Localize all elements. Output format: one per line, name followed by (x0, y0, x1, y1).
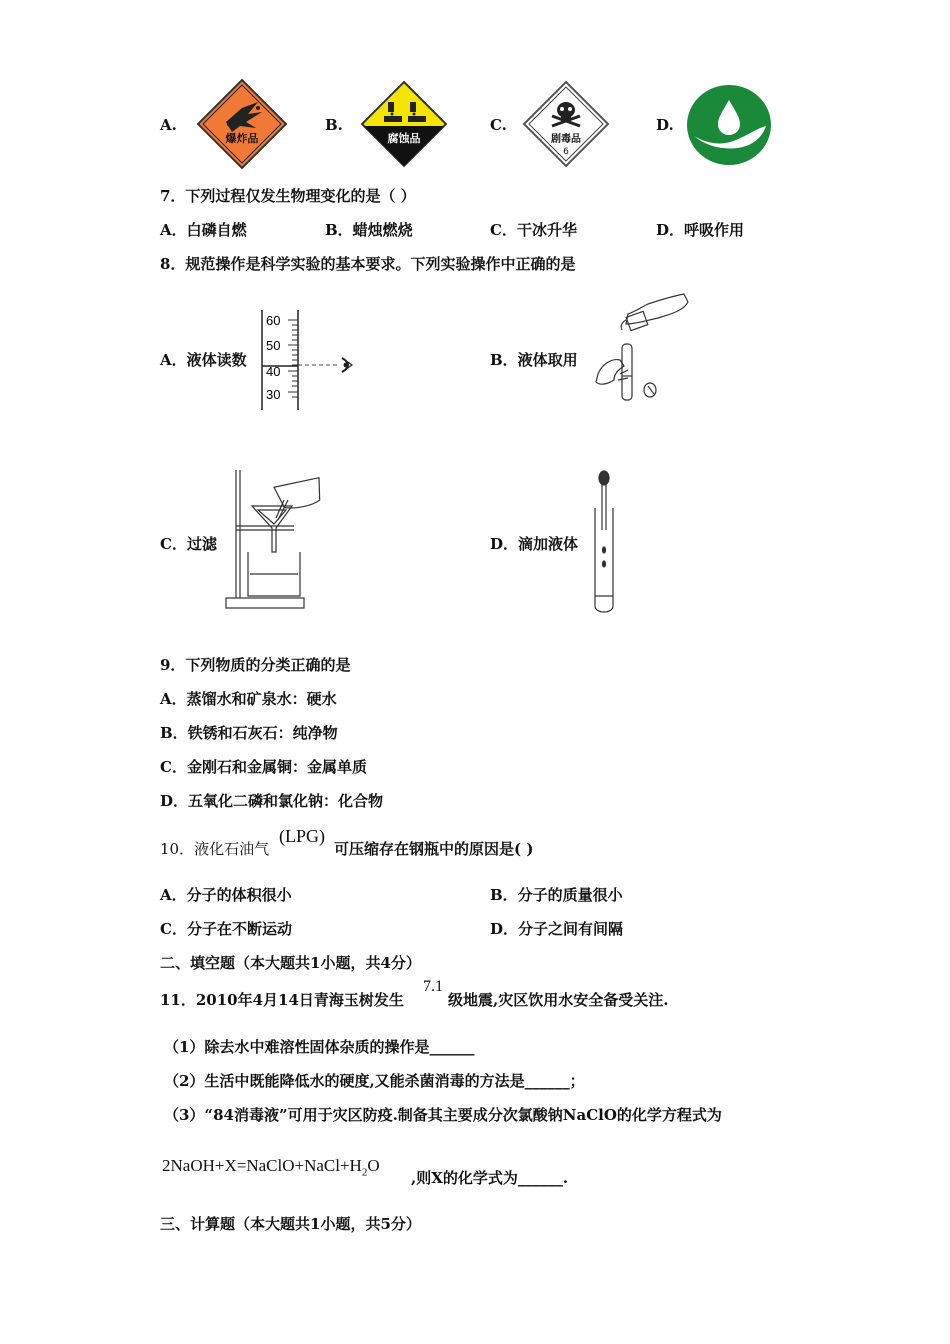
q11-equation (162, 1156, 380, 1178)
cylinder-mark-40: 40 (266, 364, 281, 379)
corrosive-sign-icon (360, 80, 448, 168)
q11-sub1: （1）除去水中难溶性固体杂质的操作是______ (164, 1038, 475, 1056)
q10-option-c: C．分子在不断运动 (160, 920, 292, 938)
q8-option-c: C．过滤 (160, 535, 217, 553)
q8-option-b: B．液体取用 (490, 351, 578, 369)
q7-option-a: A．白磷自燃 (160, 221, 247, 239)
q8-stem: 8．规范操作是科学实验的基本要求。下列实验操作中正确的是 (160, 255, 576, 273)
liquid-pouring-figure (588, 290, 700, 408)
q6-option-b-letter: B. (325, 116, 343, 134)
q8-option-a: A．液体读数 (160, 351, 247, 369)
q10-option-d: D．分子之间有间隔 (490, 920, 624, 938)
explosive-sign-icon (196, 78, 288, 170)
q11-sub3-tail: ,则X的化学式为______. (411, 1169, 569, 1187)
q11-magnitude: 7.1 (423, 978, 443, 995)
q9-option-d: D．五氧化二磷和氯化钠：化合物 (160, 792, 384, 810)
q11-stem-prefix: 11．2010年4月14日青海玉树发生 (160, 991, 404, 1009)
q8-option-d: D．滴加液体 (490, 535, 579, 553)
section-3-heading: 三、计算题（本大题共1小题，共5分） (160, 1215, 421, 1233)
q9-stem: 9．下列物质的分类正确的是 (160, 656, 351, 674)
q10-stem-suffix: 可压缩存在钢瓶中的原因是( ) (334, 840, 534, 858)
q11-equation-main: 2NaOH+X=NaClO+NaCl+H (162, 1156, 362, 1175)
q11-sub2: （2）生活中既能降低水的硬度,又能杀菌消毒的方法是______； (164, 1072, 585, 1090)
q9-option-a: A．蒸馏水和矿泉水：硬水 (160, 690, 337, 708)
q10-option-a: A．分子的体积很小 (160, 886, 292, 904)
cylinder-mark-30: 30 (266, 387, 281, 402)
q11-equation-end: O (367, 1156, 380, 1175)
q7-option-d: D．呼吸作用 (656, 221, 745, 239)
section-2-heading: 二、填空题（本大题共1小题，共4分） (160, 954, 421, 972)
q6-option-d-letter: D. (656, 116, 674, 134)
toxic-sign-text: 剧毒品 (551, 134, 581, 145)
q6-option-c-letter: C. (490, 116, 507, 134)
q10-stem-prefix: 10．液化石油气 (160, 840, 270, 858)
q10-option-b: B．分子的质量很小 (490, 886, 623, 904)
q6-option-a-letter: A. (160, 116, 177, 134)
dropper-test-tube-figure (586, 468, 622, 616)
q9-option-c: C．金刚石和金属铜：金属单质 (160, 758, 367, 776)
filtration-apparatus-figure (222, 460, 334, 612)
water-saving-logo-icon (686, 84, 772, 166)
cylinder-mark-60: 60 (266, 313, 281, 328)
q7-option-b: B．蜡烛燃烧 (325, 221, 413, 239)
q11-stem-suffix: 级地震,灾区饮用水安全备受关注. (448, 991, 669, 1009)
explosive-sign-text: 爆炸品 (225, 132, 259, 145)
cylinder-mark-50: 50 (266, 338, 281, 353)
q7-option-c: C．干冰升华 (490, 221, 577, 239)
q10-formula: (LPG) (279, 826, 325, 846)
corrosive-sign-text: 腐蚀品 (387, 132, 421, 145)
q7-stem: 7．下列过程仅发生物理变化的是（ ） (160, 187, 416, 205)
q9-option-b: B．铁锈和石灰石：纯净物 (160, 724, 338, 742)
eye-icon (342, 358, 352, 372)
q11-sub3: （3）“84消毒液”可用于灾区防疫.制备其主要成分次氯酸钠NaClO的化学方程式为 (164, 1106, 722, 1124)
toxic-sign-icon (522, 80, 610, 168)
q11-equation-subscript: 2 (361, 1166, 368, 1179)
toxic-sign-number: 6 (563, 147, 569, 157)
graduated-cylinder-reading-figure (258, 308, 368, 412)
